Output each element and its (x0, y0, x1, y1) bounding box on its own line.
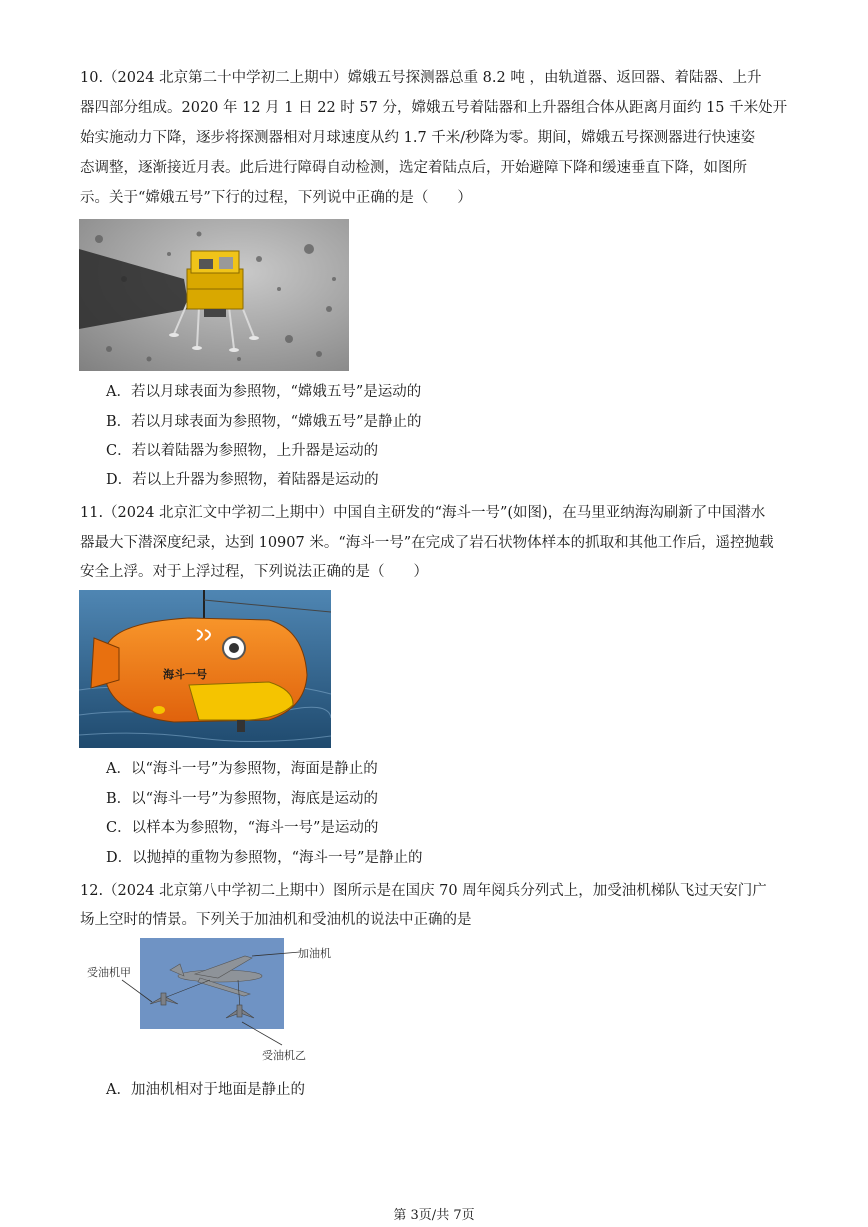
label-receiver-a: 受油机甲 (87, 966, 131, 979)
q11-option-c: C．以样本为参照物，“海斗一号”是运动的 (106, 820, 379, 836)
q11-line-1: 11.（2024 北京汇文中学初二上期中）中国自主研发的“海斗一号”(如图)，在马里亚纳海沟刷新了中国潜水 (80, 505, 766, 521)
q10-line-3: 始实施动力下降，逐步将探测器相对月球速度从约 1.7 千米/秒降为零。期间，嫦娥五号探测器进行快速姿 (80, 130, 756, 146)
q10-option-d: D．若以上升器为参照物，着陆器是运动的 (106, 472, 379, 488)
page-number: 第 3页/共 7页 (393, 1208, 475, 1223)
callout-lines (100, 940, 320, 1060)
q12-option-a: A．加油机相对于地面是静止的 (106, 1082, 305, 1098)
q10-line-1: 10.（2024 北京第二十中学初二上期中）嫦娥五号探测器总重 8.2 吨 ，由轨道器、返回器、着陆器、上升 (80, 70, 762, 86)
q11-option-a: A．以“海斗一号”为参照物，海面是静止的 (106, 761, 378, 777)
q12-line-2: 场上空时的情景。下列关于加油机和受油机的说法中正确的是 (80, 912, 472, 928)
lunar-lander-photo (79, 219, 349, 371)
q10-line-2: 器四部分组成。2020 年 12 月 1 日 22 时 57 分，嫦娥五号着陆器和上升器组合体从距离月面约 15 千米处开 (80, 100, 788, 116)
q10-option-a: A．若以月球表面为参照物，“嫦娥五号”是运动的 (106, 384, 422, 400)
q10-line-5: 示。关于“嫦娥五号”下行的过程，下列说中正确的是（ ） (80, 190, 472, 206)
q10-line-4: 态调整，逐渐接近月表。此后进行障碍自动检测，选定着陆点后，开始避障下降和缓速垂直下降，如图所 (80, 160, 747, 176)
hull-lettering: 海斗一号 (163, 668, 207, 681)
submersible-photo (79, 590, 331, 748)
q10-option-c: C．若以着陆器为参照物，上升器是运动的 (106, 443, 379, 459)
q11-line-3: 安全上浮。对于上浮过程，下列说法正确的是（ ） (80, 564, 428, 580)
label-receiver-b: 受油机乙 (262, 1049, 306, 1062)
q10-option-b: B．若以月球表面为参照物，“嫦娥五号”是静止的 (106, 414, 422, 430)
q11-option-b: B．以“海斗一号”为参照物，海底是运动的 (106, 791, 378, 807)
label-tanker: 加油机 (298, 947, 331, 960)
q11-line-2: 器最大下潜深度纪录，达到 10907 米。“海斗一号”在完成了岩石状物体样本的抓取和其他工作后，遥控抛载 (80, 535, 774, 551)
q12-line-1: 12.（2024 北京第八中学初二上期中）图所示是在国庆 70 周年阅兵分列式上，加受油机梯队飞过天安门广 (80, 883, 767, 899)
q11-option-d: D．以抛掉的重物为参照物，“海斗一号”是静止的 (106, 850, 423, 866)
